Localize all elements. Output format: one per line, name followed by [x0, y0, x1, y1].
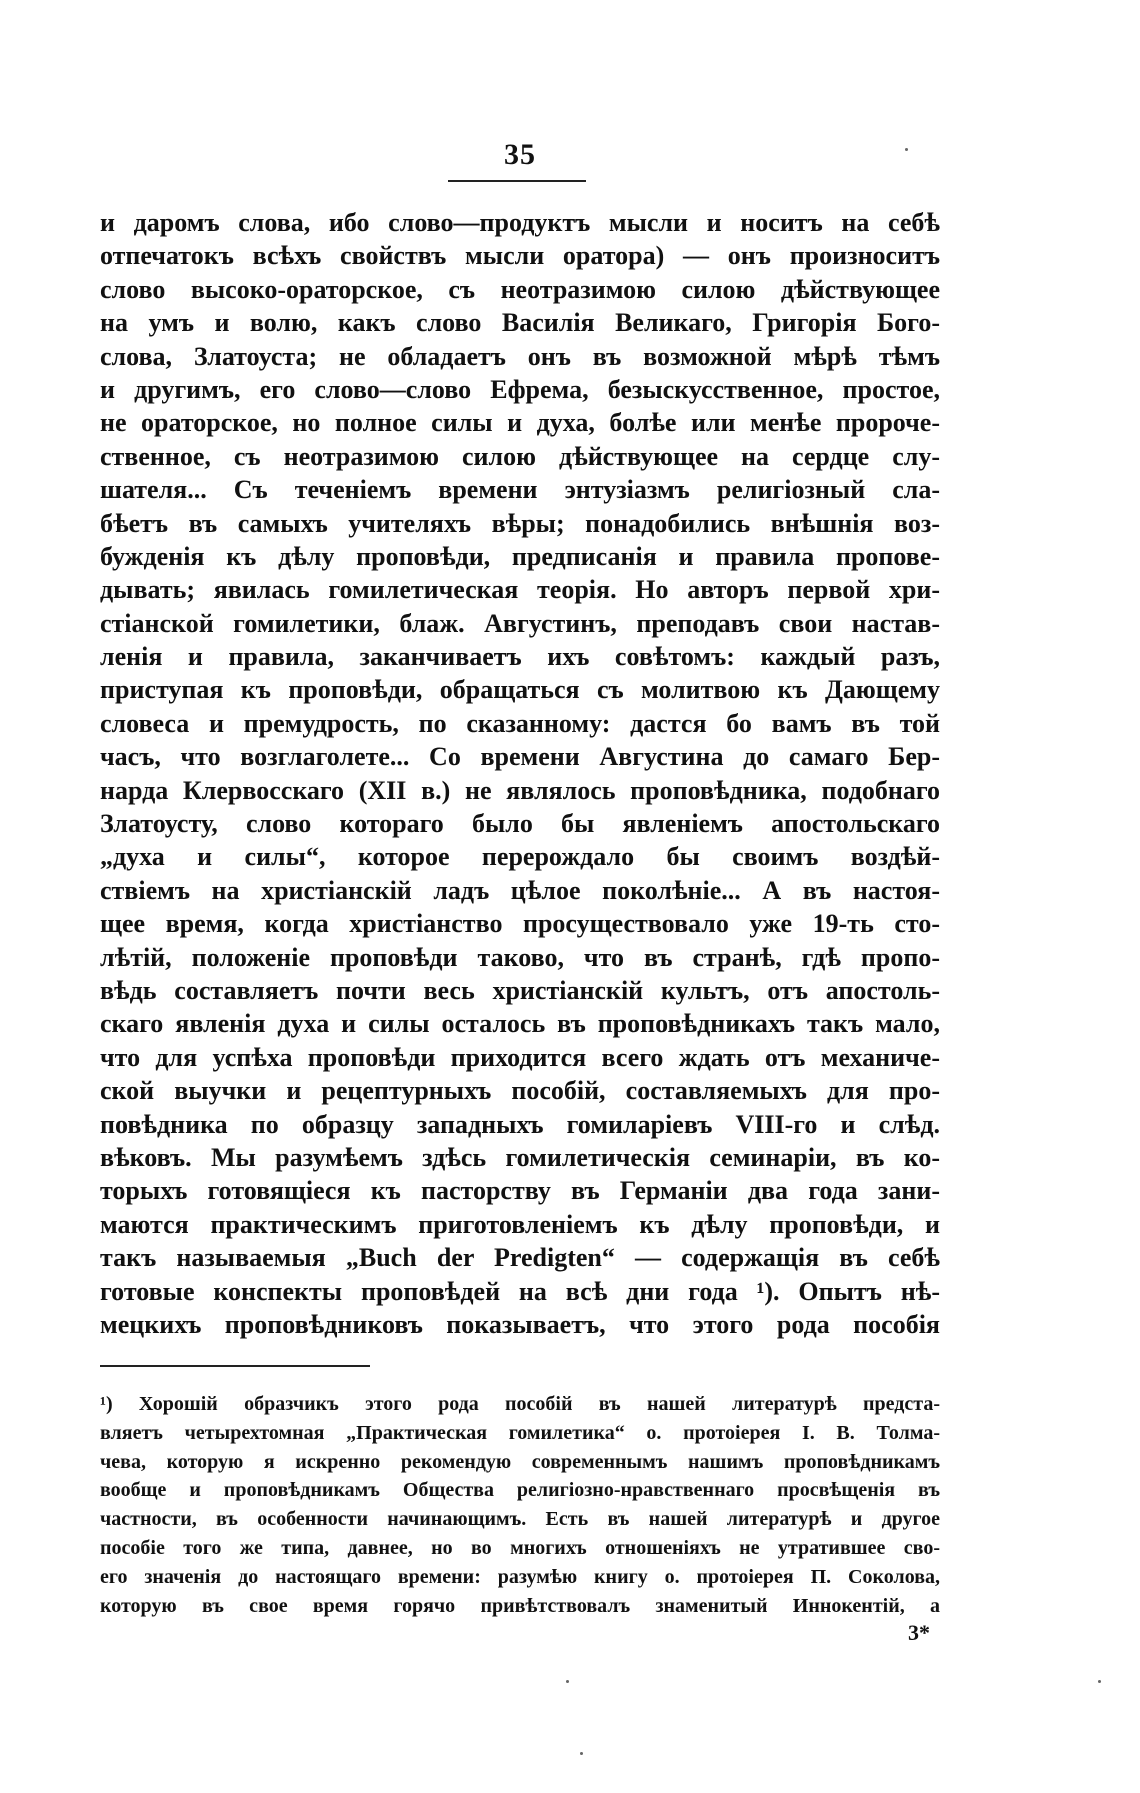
text-line: готовые конспекты проповѣдей на всѣ дни года ¹). Опытъ нѣ- — [100, 1276, 940, 1306]
footnote-line: вообще и проповѣдникамъ Общества религіозно-нравственнаго просвѣщенія въ — [100, 1479, 940, 1502]
footnote-line: которую въ свое время горячо привѣтствовалъ знаменитый Иннокентій, а — [100, 1594, 940, 1617]
text-line: маются практическимъ приготовленіемъ къ дѣлу проповѣди, и — [100, 1209, 940, 1239]
paper-speck — [566, 1680, 569, 1683]
footnote-line: чева, которую я искренно рекомендую современнымъ нашимъ проповѣдникамъ — [100, 1450, 940, 1473]
paper-speck — [580, 1752, 583, 1755]
text-line: повѣдника по образцу западныхъ гомиларіевъ VIII-го и слѣд. — [100, 1109, 940, 1139]
text-line: ской выучки и рецептурныхъ пособій, составляемыхъ для про- — [100, 1076, 940, 1106]
text-line: и другимъ, его слово—слово Ефрема, безыскусственное, простое, — [100, 374, 940, 404]
text-line: такъ называемыя „Buch der Predigten“ — содержащія въ себѣ — [100, 1243, 940, 1273]
text-line: ствіемъ на христіанскій ладъ цѣлое поколѣніе... А въ настоя- — [100, 875, 940, 905]
text-line: щее время, когда христіанство просуществовало уже 19-ть сто- — [100, 909, 940, 939]
text-line: ленія и правила, заканчиваетъ ихъ совѣтомъ: каждый разъ, — [100, 642, 940, 672]
footnote-line: его значенія до настоящаго времени: разумѣю книгу о. протоіерея П. Соколова, — [100, 1565, 940, 1588]
text-line: „духа и силы“, которое перерождало бы своимъ воздѣй- — [100, 842, 940, 872]
text-line: слова, Златоуста; не обладаетъ онъ въ возможной мѣрѣ тѣмъ — [100, 341, 940, 371]
text-line: мецкихъ проповѣдниковъ показываетъ, что этого рода пособія — [100, 1309, 940, 1339]
page-number: 35 — [504, 138, 536, 171]
text-line: торыхъ готовящіеся къ пасторству въ Германіи два года зани- — [100, 1176, 940, 1206]
text-line: что для успѣха проповѣди приходится всего ждать отъ механиче- — [100, 1042, 940, 1072]
text-line: Златоусту, слово котораго было бы явленіемъ апостольскаго — [100, 809, 940, 839]
header-rule — [448, 180, 586, 182]
text-line: вѣковъ. Мы разумѣемъ здѣсь гомилетическія семинаріи, въ ко- — [100, 1142, 940, 1172]
text-line: скаго явленія духа и силы осталось въ проповѣдникахъ такъ мало, — [100, 1009, 940, 1039]
paper-speck — [1098, 1680, 1101, 1683]
text-line: вѣдь составляетъ почти весь христіанскій культъ, отъ апостоль- — [100, 975, 940, 1005]
text-line: отпечатокъ всѣхъ свойствъ мысли оратора) — онъ произноситъ — [100, 241, 940, 271]
footnote-line: частности, въ особенности начинающимъ. Есть въ нашей литературѣ и другое — [100, 1508, 940, 1531]
text-line: и даромъ слова, ибо слово—продуктъ мысли и носитъ на себѣ — [100, 208, 940, 237]
footnote-block — [100, 1390, 940, 1620]
footnote-line: ¹) Хорошій образчикъ этого рода пособій въ нашей литературѣ предста- — [100, 1393, 940, 1415]
printer-signature-mark: 3* — [908, 1620, 930, 1645]
text-line: нарда Клервосскаго (XII в.) не являлось проповѣдника, подобнаго — [100, 775, 940, 805]
text-line: бужденія къ дѣлу проповѣди, предписанія и правила пропове- — [100, 541, 940, 571]
text-line: дывать; явилась гомилетическая теорія. Но авторъ первой хри- — [100, 575, 940, 605]
text-line: на умъ и волю, какъ слово Василія Великаго, Григорія Бого- — [100, 308, 940, 338]
text-line: часъ, что возглаголете... Со времени Августина до самаго Бер- — [100, 742, 940, 772]
footnote-line: пособіе того же типа, давнее, но во многихъ отношеніяхъ не утратившее сво- — [100, 1536, 940, 1559]
text-line: словеса и премудрость, по сказанному: дастся бо вамъ въ той — [100, 708, 940, 738]
text-line: приступая къ проповѣди, обращаться съ молитвою къ Дающему — [100, 675, 940, 705]
text-line: слово высоко-ораторское, съ неотразимою силою дѣйствующее — [100, 274, 940, 304]
text-line: не ораторское, но полное силы и духа, болѣе или менѣе пророче- — [100, 408, 940, 438]
text-line: лѣтій, положеніе проповѣди таково, что въ странѣ, гдѣ пропо- — [100, 942, 940, 972]
text-line: шателя... Съ теченіемъ времени энтузіазмъ религіозный сла- — [100, 475, 940, 505]
footnote-line: вляетъ четырехтомная „Практическая гомилетика“ о. протоіерея І. В. Толма- — [100, 1421, 940, 1444]
footnote-rule — [100, 1365, 370, 1367]
main-text — [100, 206, 940, 1341]
paper-speck — [905, 148, 908, 151]
text-line: стіанской гомилетики, блаж. Августинъ, преподавъ свои настав- — [100, 608, 940, 638]
text-line: ственное, съ неотразимою силою дѣйствующее на сердце слу- — [100, 441, 940, 471]
text-line: бѣетъ въ самыхъ учителяхъ вѣры; понадобились внѣшнія воз- — [100, 508, 940, 538]
